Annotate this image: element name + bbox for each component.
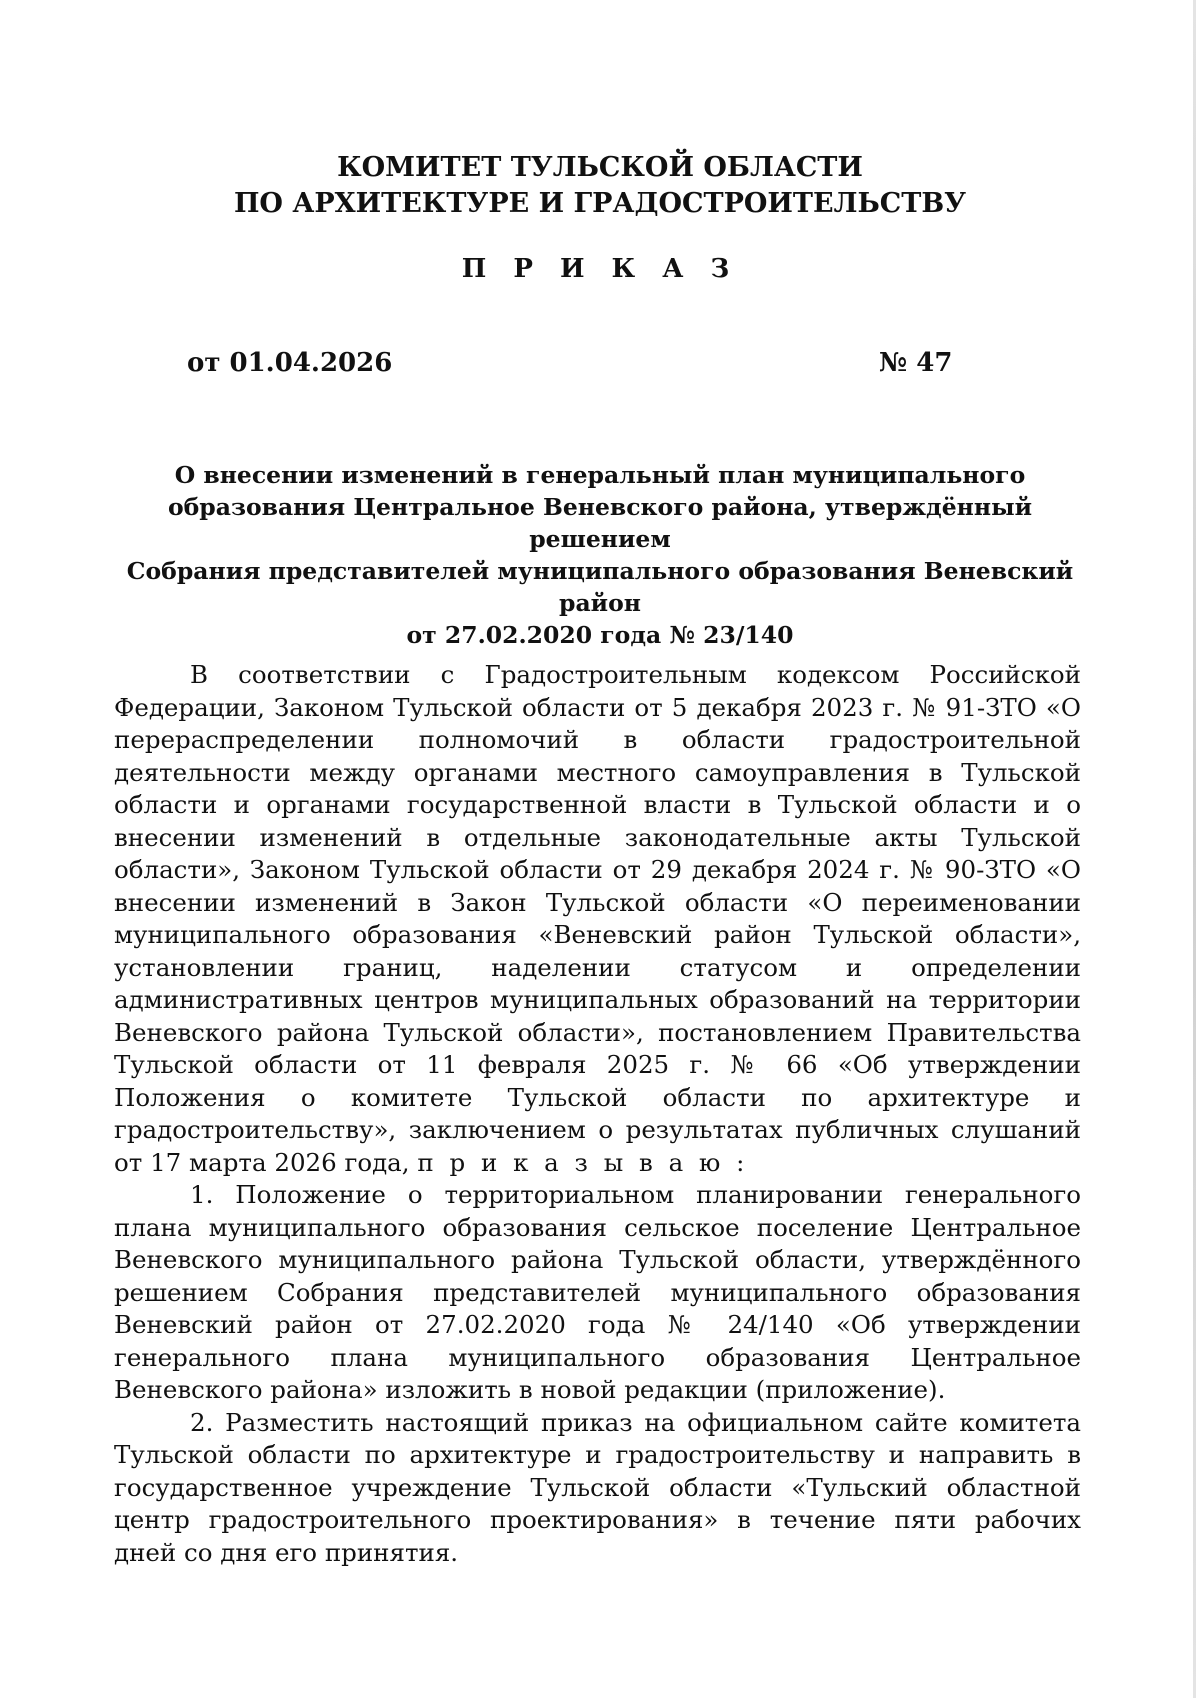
document-date: от 01.04.2026 xyxy=(187,348,393,378)
title-line-3: Собрания представителей муниципального образования Веневский район xyxy=(126,557,1074,617)
document-title xyxy=(100,459,1100,651)
preamble-paragraph xyxy=(114,659,1081,1179)
item-1-paragraph: 1. Положение о территориальном планировании генерального плана муниципального образования сельское поселение Центральное Веневского муниципального района Тульской области, утверждённого решением Собрания представителей муниципального образования Веневский район от 27.02.2020 года № 24/140 «Об утверждении генерального плана муниципального образования Центральное Веневского района» изложить в новой редакции (приложение). xyxy=(114,1180,1081,1404)
document-body xyxy=(114,659,1081,1569)
organization-line-2: ПО АРХИТЕКТУРЕ И ГРАДОСТРОИТЕЛЬСТВУ xyxy=(233,188,967,219)
title-line-4: от 27.02.2020 года № 23/140 xyxy=(406,621,794,649)
document-number: № 47 xyxy=(879,348,953,378)
title-line-2: образования Центральное Веневского района, утверждённый решением xyxy=(167,493,1033,553)
organization-name xyxy=(0,150,1200,222)
document-type: П Р И К А З xyxy=(461,254,739,284)
title-line-1: О внесении изменений в генеральный план муниципального xyxy=(174,461,1026,489)
preamble-text: В соответствии с Градостроительным кодексом Российской Федерации, Законом Тульской области от 5 декабря 2023 г. № 91-ЗТО «О перераспределении полномочий в области градостроительной деятельности между органами местного самоуправления в Тульской области и органами государственной власти в Тульской области и о внесении изменений в отдельные законодательные акты Тульской области», Законом Тульской области от 29 декабря 2024 г. № 90-ЗТО «О внесении изменений в Закон Тульской области «О переименовании муниципального образования «Веневский район Тульской области», установлении границ, наделении статусом и определении административных центров муниципальных образований на территории Веневского района Тульской области», постановлением Правительства Тульской области от 11 февраля 2025 г. № 66 «Об утверждении Положения о комитете Тульской области по архитектуре и градостроительству», заключением о результатах публичных слушаний от 17 марта 2026 года, xyxy=(114,660,1081,1177)
item-2-paragraph: 2. Разместить настоящий приказ на официальном сайте комитета Тульской области по архитектуре и градостроительству и направить в государственное учреждение Тульской области «Тульский областной центр градостроительного проектирования» в течение пяти рабочих дней со дня его принятия. xyxy=(114,1407,1081,1567)
order-word: п р и к а з ы в а ю : xyxy=(417,1147,749,1177)
organization-line-1: КОМИТЕТ ТУЛЬСКОЙ ОБЛАСТИ xyxy=(337,152,863,183)
